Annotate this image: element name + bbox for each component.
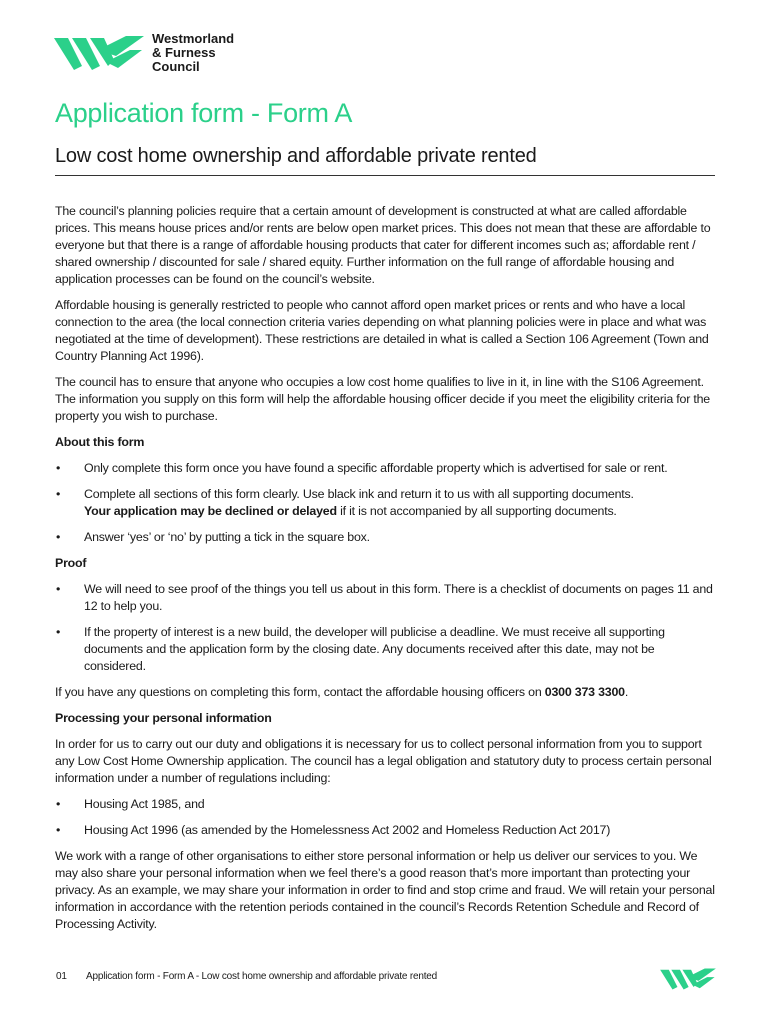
processing-paragraph-1: In order for us to carry out our duty and obligations it is necessary for us to collect personal information from you to support any Low Cost Home Ownership application. The council has a legal obligation and statutory duty to process certain personal information under a number of regulations including:	[55, 737, 712, 785]
page-number: 01	[56, 971, 67, 982]
wf-chevron-logo-icon	[54, 32, 144, 74]
title-divider	[55, 175, 715, 176]
about-bullet-2-tail: if it is not accompanied by all supporting documents.	[336, 504, 617, 518]
about-bullet-2-text: Complete all sections of this form clearly. Use black ink and return it to us with all supporting documents.	[84, 487, 634, 501]
page-subtitle: Low cost home ownership and affordable private rented	[55, 145, 537, 167]
processing-paragraph-2: We work with a range of other organisations to either store personal information or help us deliver our services to you. We may also share your personal information when we feel there’s a good reason that’s more important than protecting your privacy. As an example, we may share your information in order to find and stop crime and fraud. We will retain your personal information in accordance with the retention periods contained in the council’s Records Retention Schedule and Record of Processing Activity.	[55, 849, 715, 931]
processing-heading: Processing your personal information	[55, 711, 272, 725]
page-title: Application form - Form A	[55, 98, 353, 128]
intro-paragraph-1: The council’s planning policies require that a certain amount of development is constructed at what are called affordable prices. This means house prices and/or rents are below open market prices. This does not mean that these are affordable to everyone but that there is a range of affordable housing products that cater for different incomes such as; affordable rent / shared ownership / discounted for sale / shared equity. Further information on the full range of affordable housing and application processes can be found on the council’s website.	[55, 204, 711, 286]
contact-end: .	[624, 685, 629, 699]
council-name	[152, 32, 234, 74]
contact-text: If you have any questions on completing this form, contact the affordable housing officers on	[55, 685, 545, 699]
intro-paragraph-3: The council has to ensure that anyone who occupies a low cost home qualifies to live in it, in line with the S106 Agreement. The information you supply on this form will help the affordable housing officer decide if you meet the eligibility criteria for the property you wish to purchase.	[55, 375, 710, 423]
council-logo	[54, 32, 234, 74]
about-bullet-1: • Only complete this form once you have found a specific affordable property which is advertised for sale or rent.	[55, 460, 717, 477]
regulation-bullet-1: • Housing Act 1985, and	[55, 796, 717, 813]
regulation-bullet-2: • Housing Act 1996 (as amended by the Homelessness Act 2002 and Homeless Reduction Act 2017)	[55, 822, 717, 839]
proof-list	[55, 581, 717, 675]
council-name-line-2: & Furness	[152, 45, 216, 60]
footer-text: Application form - Form A - Low cost home ownership and affordable private rented	[86, 971, 438, 982]
about-bullet-2	[55, 486, 717, 520]
regulations-list	[55, 796, 717, 839]
page-footer	[56, 971, 437, 982]
intro-paragraph-2: Affordable housing is generally restricted to people who cannot afford open market prices or rents and who have a local connection to the area (the local connection criteria varies depending on what planning policies were in place and what was negotiated at the time of development). These restrictions are detailed in what is called a Section 106 Agreement (Town and Country Planning Act 1996).	[55, 298, 709, 363]
proof-bullet-1: • We will need to see proof of the things you tell us about in this form. There is a checklist of documents on pages 11 and 12 to help you.	[55, 581, 717, 615]
about-bullet-3: • Answer ‘yes’ or ‘no’ by putting a tick in the square box.	[55, 529, 717, 546]
contact-phone: 0300 373 3300	[544, 685, 625, 699]
footer-logo-icon	[660, 966, 716, 992]
about-list	[55, 460, 717, 546]
proof-heading: Proof	[55, 556, 87, 570]
about-bullet-2-warning: Your application may be declined or delayed	[84, 504, 337, 518]
form-body	[55, 203, 717, 942]
about-heading: About this form	[55, 435, 145, 449]
council-name-line-3: Council	[152, 59, 200, 74]
contact-paragraph	[55, 684, 717, 701]
council-name-line-1: Westmorland	[152, 31, 235, 46]
proof-bullet-2: • If the property of interest is a new build, the developer will publicise a deadline. We must receive all supporting documents and the application form by the closing date. Any documents received after this date, may not be considered.	[55, 624, 717, 675]
